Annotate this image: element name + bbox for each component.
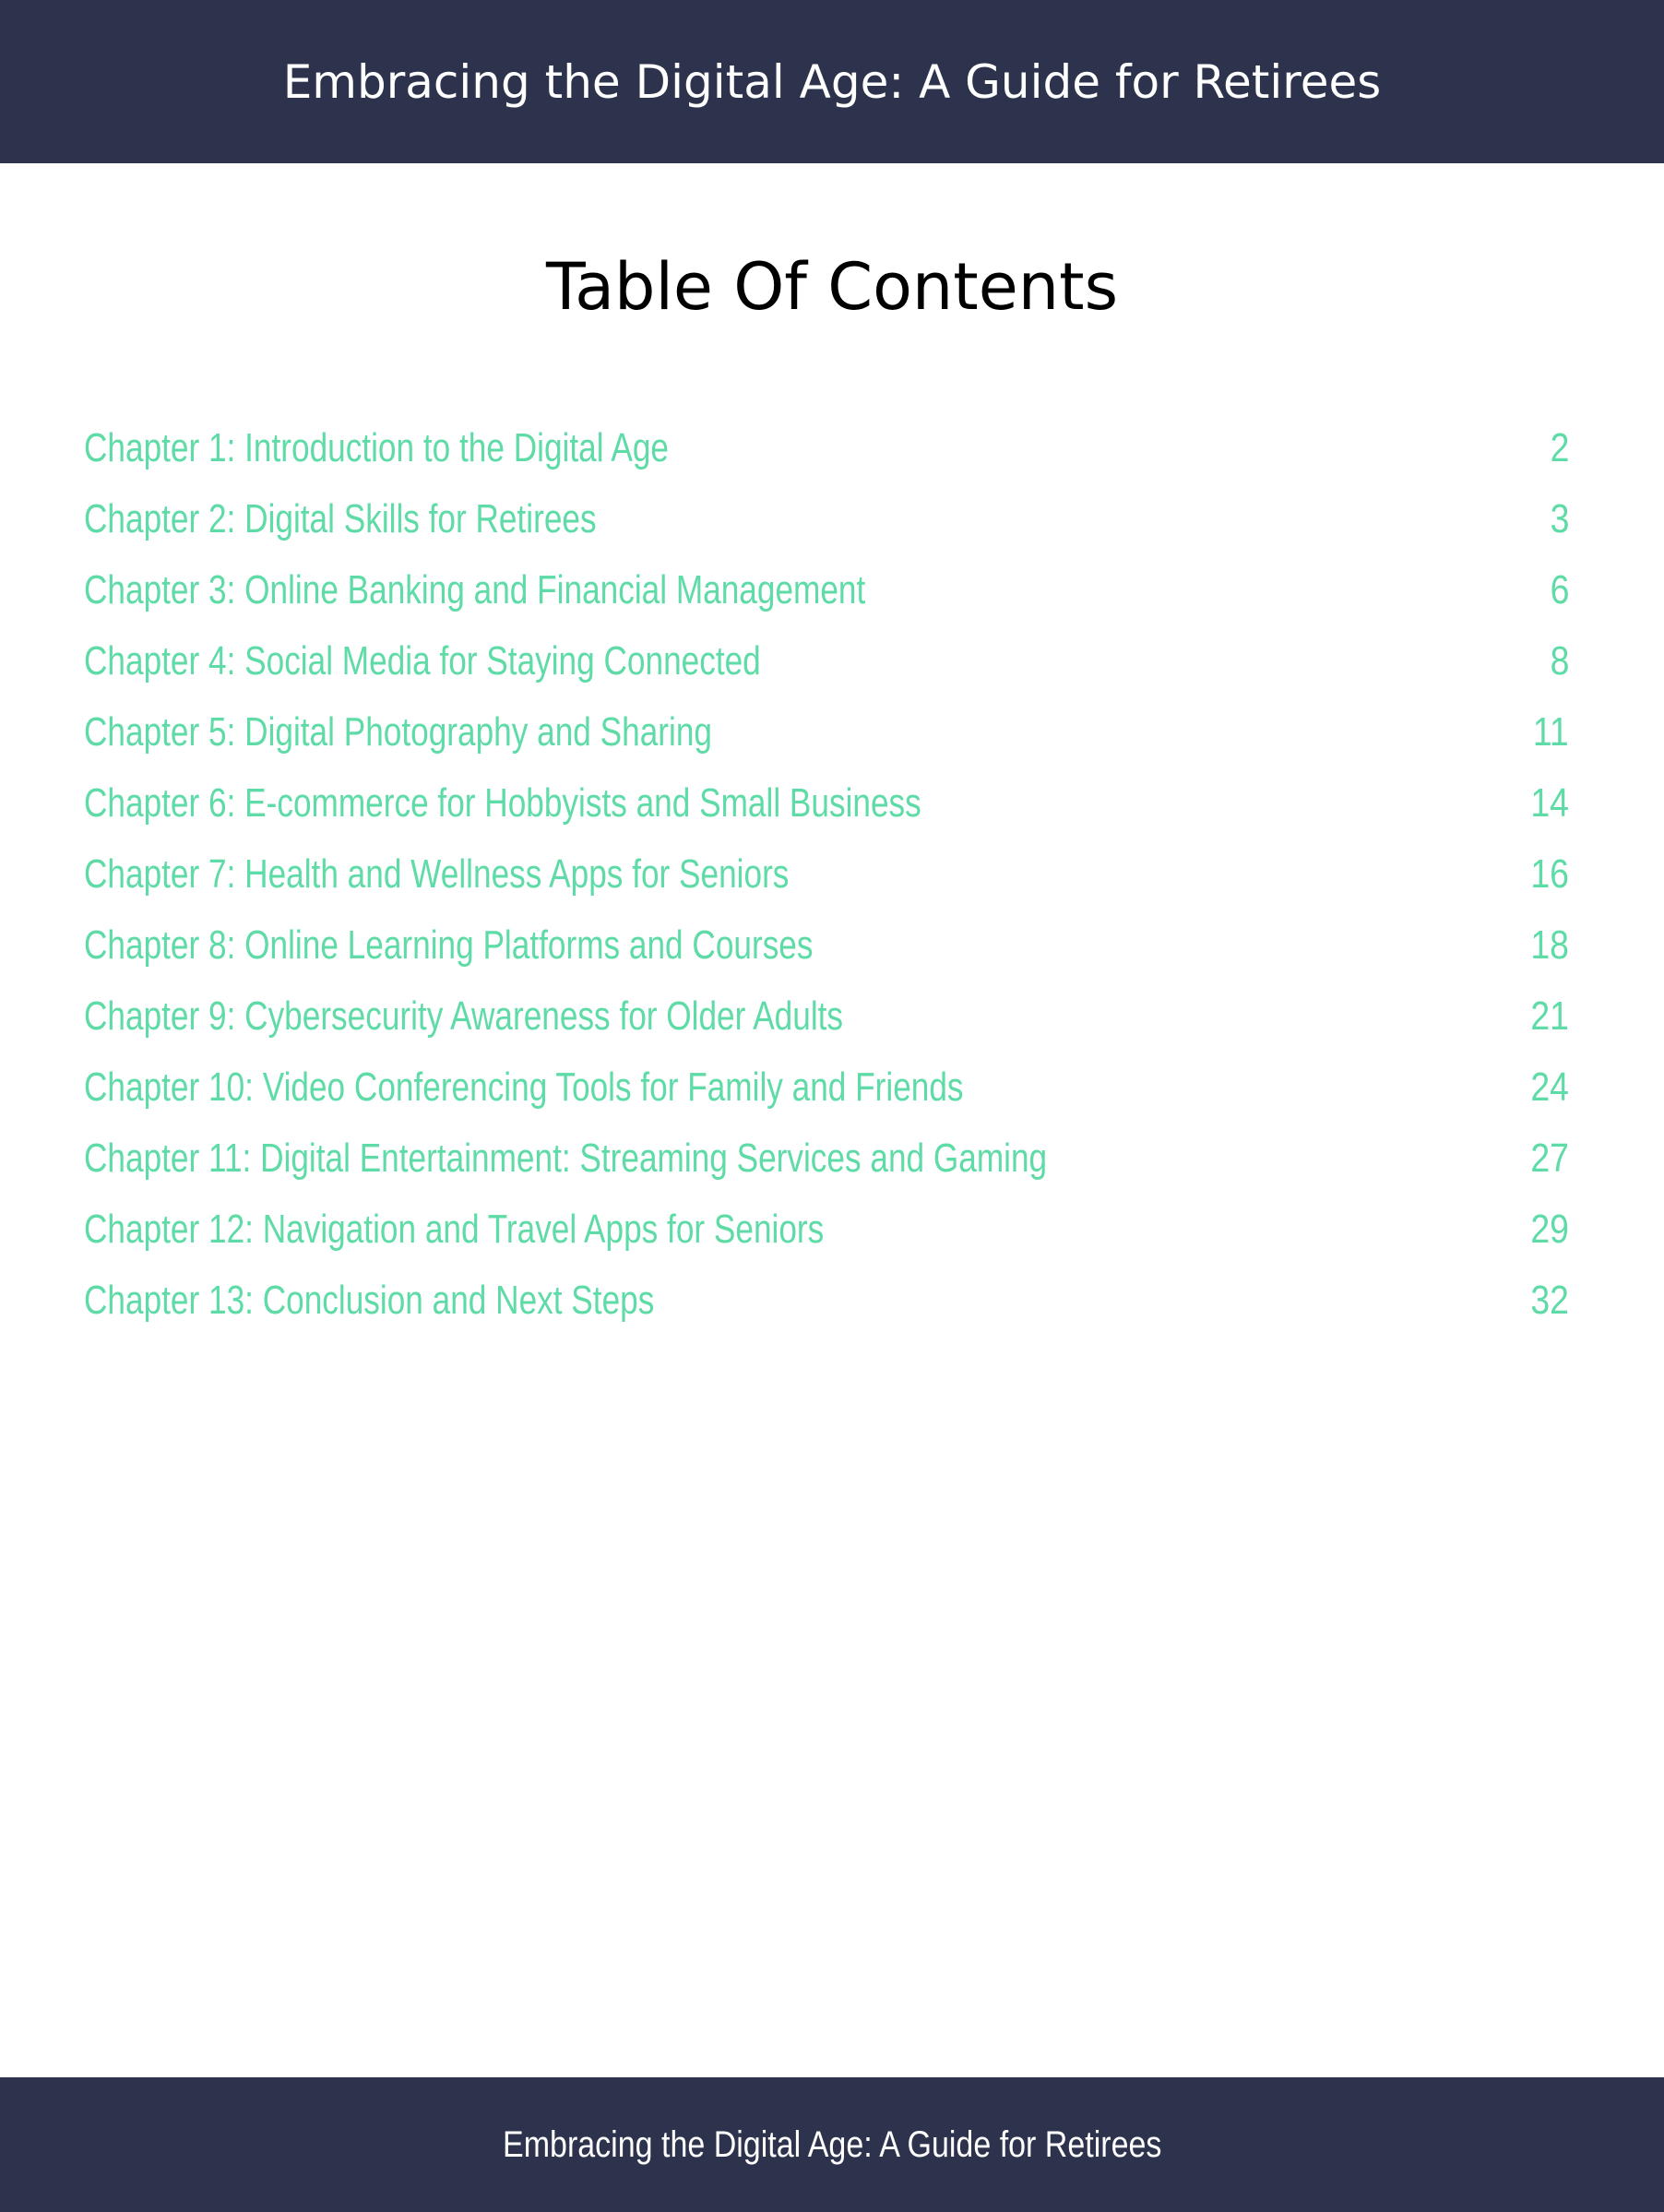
toc-entry-page: 24: [1530, 1064, 1569, 1110]
toc-entry-chapter-12[interactable]: [84, 1194, 1569, 1265]
toc-entry-page: 11: [1533, 708, 1569, 755]
toc-entry-title: Chapter 5: Digital Photography and Sharing: [84, 708, 712, 755]
toc-entry-chapter-13[interactable]: [84, 1265, 1569, 1336]
toc-entry-title: Chapter 3: Online Banking and Financial Management: [84, 566, 866, 612]
toc-entry-chapter-10[interactable]: [84, 1052, 1569, 1123]
toc-entry-page: 16: [1530, 850, 1569, 897]
toc-entry-chapter-1[interactable]: [84, 412, 1569, 483]
toc-entry-chapter-11[interactable]: [84, 1123, 1569, 1194]
toc-entry-chapter-6[interactable]: [84, 767, 1569, 838]
toc-entry-chapter-5[interactable]: [84, 696, 1569, 767]
toc-entry-title: Chapter 9: Cybersecurity Awareness for Older Adults: [84, 993, 844, 1039]
page-header: [0, 0, 1664, 163]
toc-entry-title: Chapter 8: Online Learning Platforms and Courses: [84, 922, 814, 968]
page-footer: [0, 2077, 1664, 2212]
toc-entry-page: 8: [1550, 637, 1569, 684]
toc-entry-chapter-8[interactable]: [84, 910, 1569, 981]
toc-entry-page: 27: [1530, 1135, 1569, 1181]
toc-entry-page: 14: [1530, 779, 1569, 826]
header-title: Embracing the Digital Age: A Guide for Retirees: [282, 54, 1382, 109]
toc-entry-page: 2: [1550, 424, 1569, 470]
footer-title: Embracing the Digital Age: A Guide for Retirees: [502, 2123, 1162, 2165]
toc-entry-chapter-2[interactable]: [84, 483, 1569, 554]
toc-entry-chapter-7[interactable]: [84, 838, 1569, 910]
toc-entry-title: Chapter 11: Digital Entertainment: Streaming Services and Gaming: [84, 1135, 1048, 1181]
toc-entry-title: Chapter 13: Conclusion and Next Steps: [84, 1277, 655, 1323]
toc-entry-title: Chapter 6: E-commerce for Hobbyists and Small Business: [84, 779, 921, 826]
toc-entry-title: Chapter 4: Social Media for Staying Connected: [84, 637, 761, 684]
toc-entry-title: Chapter 7: Health and Wellness Apps for Seniors: [84, 850, 790, 897]
toc-heading: Table Of Contents: [545, 249, 1119, 325]
toc-entry-page: 6: [1550, 566, 1569, 612]
toc-entry-title: Chapter 10: Video Conferencing Tools for Family and Friends: [84, 1064, 964, 1110]
toc-entry-page: 3: [1550, 495, 1569, 541]
toc-entry-title: Chapter 1: Introduction to the Digital Age: [84, 424, 669, 470]
toc-entry-chapter-3[interactable]: [84, 554, 1569, 625]
toc-entry-chapter-4[interactable]: [84, 625, 1569, 696]
toc-entry-chapter-9[interactable]: [84, 981, 1569, 1052]
toc-entry-title: Chapter 2: Digital Skills for Retirees: [84, 495, 597, 541]
toc-entry-title: Chapter 12: Navigation and Travel Apps for Seniors: [84, 1206, 825, 1252]
table-of-contents: [84, 412, 1569, 1336]
toc-entry-page: 18: [1530, 922, 1569, 968]
toc-entry-page: 21: [1530, 993, 1569, 1039]
toc-entry-page: 29: [1530, 1206, 1569, 1252]
toc-entry-page: 32: [1530, 1277, 1569, 1323]
